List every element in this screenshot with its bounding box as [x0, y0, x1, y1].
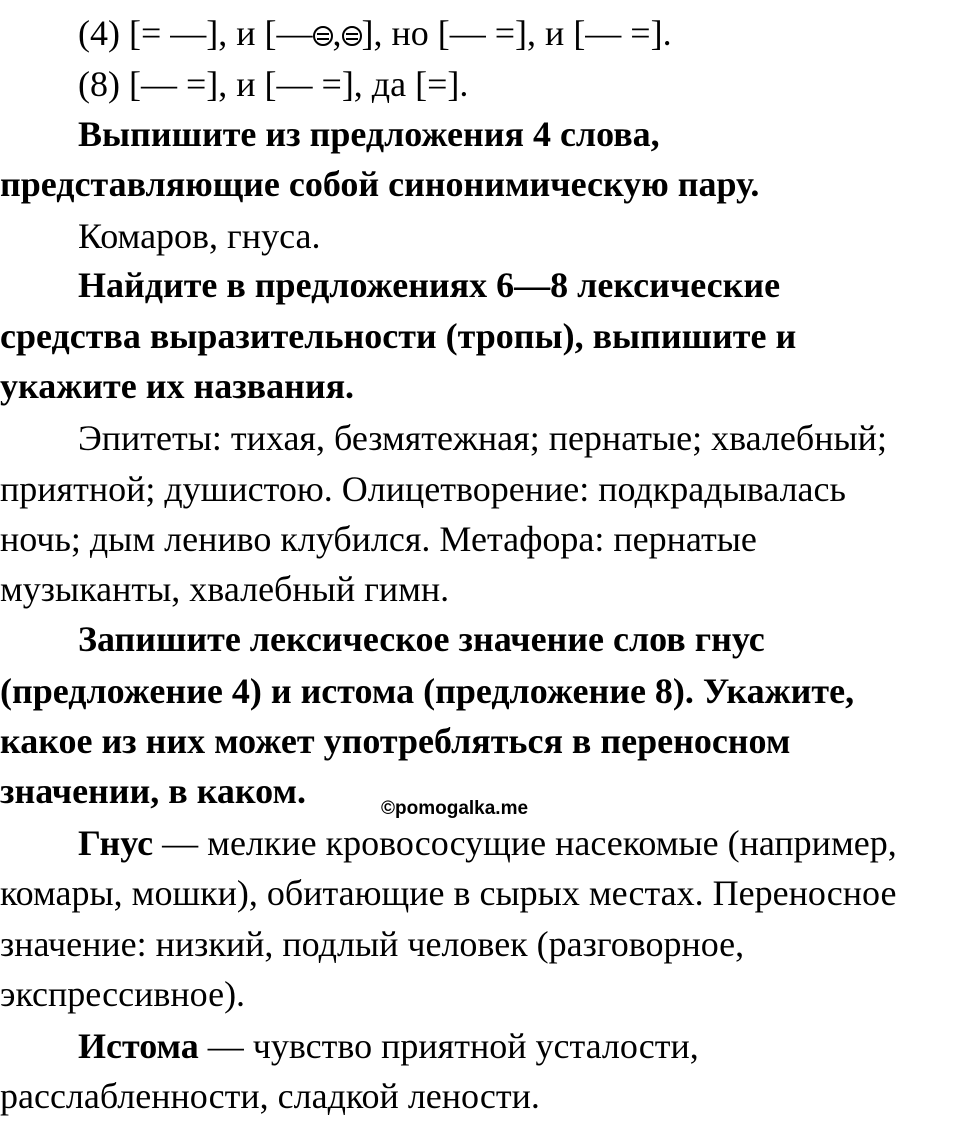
task1-answer: Комаров, гнуса.: [78, 216, 321, 256]
task3-question-line: какое из них может употребляться в переносном: [0, 721, 791, 761]
gnus-definition-line: [78, 817, 897, 869]
task1-question-line: представляющие собой синонимическую пару.: [0, 164, 760, 204]
participle-circle-icon: [313, 26, 333, 46]
task2-answer-line: приятной; душистою. Олицетворение: подкрадывалась: [0, 469, 846, 509]
task2-question-line: Найдите в предложениях 6—8 лексические: [78, 265, 781, 305]
istoma-definition-line: [78, 1020, 699, 1072]
scheme-line-4: [78, 7, 672, 59]
participle-circle-icon: [342, 26, 362, 46]
gnus-definition-start: — мелкие кровососущие насекомые (например,: [153, 823, 897, 863]
task2-answer-line: Эпитеты: тихая, безмятежная; пернатые; хвалебный;: [78, 418, 887, 458]
task2-answer-line: ночь; дым лениво клубился. Метафора: пернатые: [0, 519, 757, 559]
task2-question-line: укажите их названия.: [0, 366, 355, 406]
istoma-definition-line: расслабленности, сладкой лености.: [0, 1076, 540, 1116]
gnus-definition-line: экспрессивное).: [0, 974, 246, 1014]
istoma-term: Истома: [78, 1026, 199, 1066]
gnus-term: Гнус: [78, 823, 154, 863]
task1-question-line: Выпишите из предложения 4 слова,: [78, 114, 660, 154]
watermark: ©pomogalka.me: [381, 798, 529, 819]
scheme-line-8: (8) [— =], и [— =], да [=].: [78, 64, 469, 104]
scheme-line-4-start: (4) [= —], и [—: [78, 13, 313, 53]
istoma-definition-start: — чувство приятной усталости,: [198, 1026, 699, 1066]
scheme-line-4-end: ], но [— =], и [— =].: [361, 13, 672, 53]
task3-question-line: значении, в каком.: [0, 771, 307, 811]
scheme-line-4-separator: ,: [332, 13, 342, 53]
gnus-definition-line: комары, мошки), обитающие в сырых местах. Переносное: [0, 873, 897, 913]
task2-question-line: средства выразительности (тропы), выпишите и: [0, 316, 797, 356]
task3-question-line: Запишите лексическое значение слов гнус: [78, 619, 765, 659]
task2-answer-line: музыканты, хвалебный гимн.: [0, 569, 450, 609]
task3-question-line: (предложение 4) и истома (предложение 8). Укажите,: [0, 671, 855, 711]
gnus-definition-line: значение: низкий, подлый человек (разговорное,: [0, 924, 745, 964]
